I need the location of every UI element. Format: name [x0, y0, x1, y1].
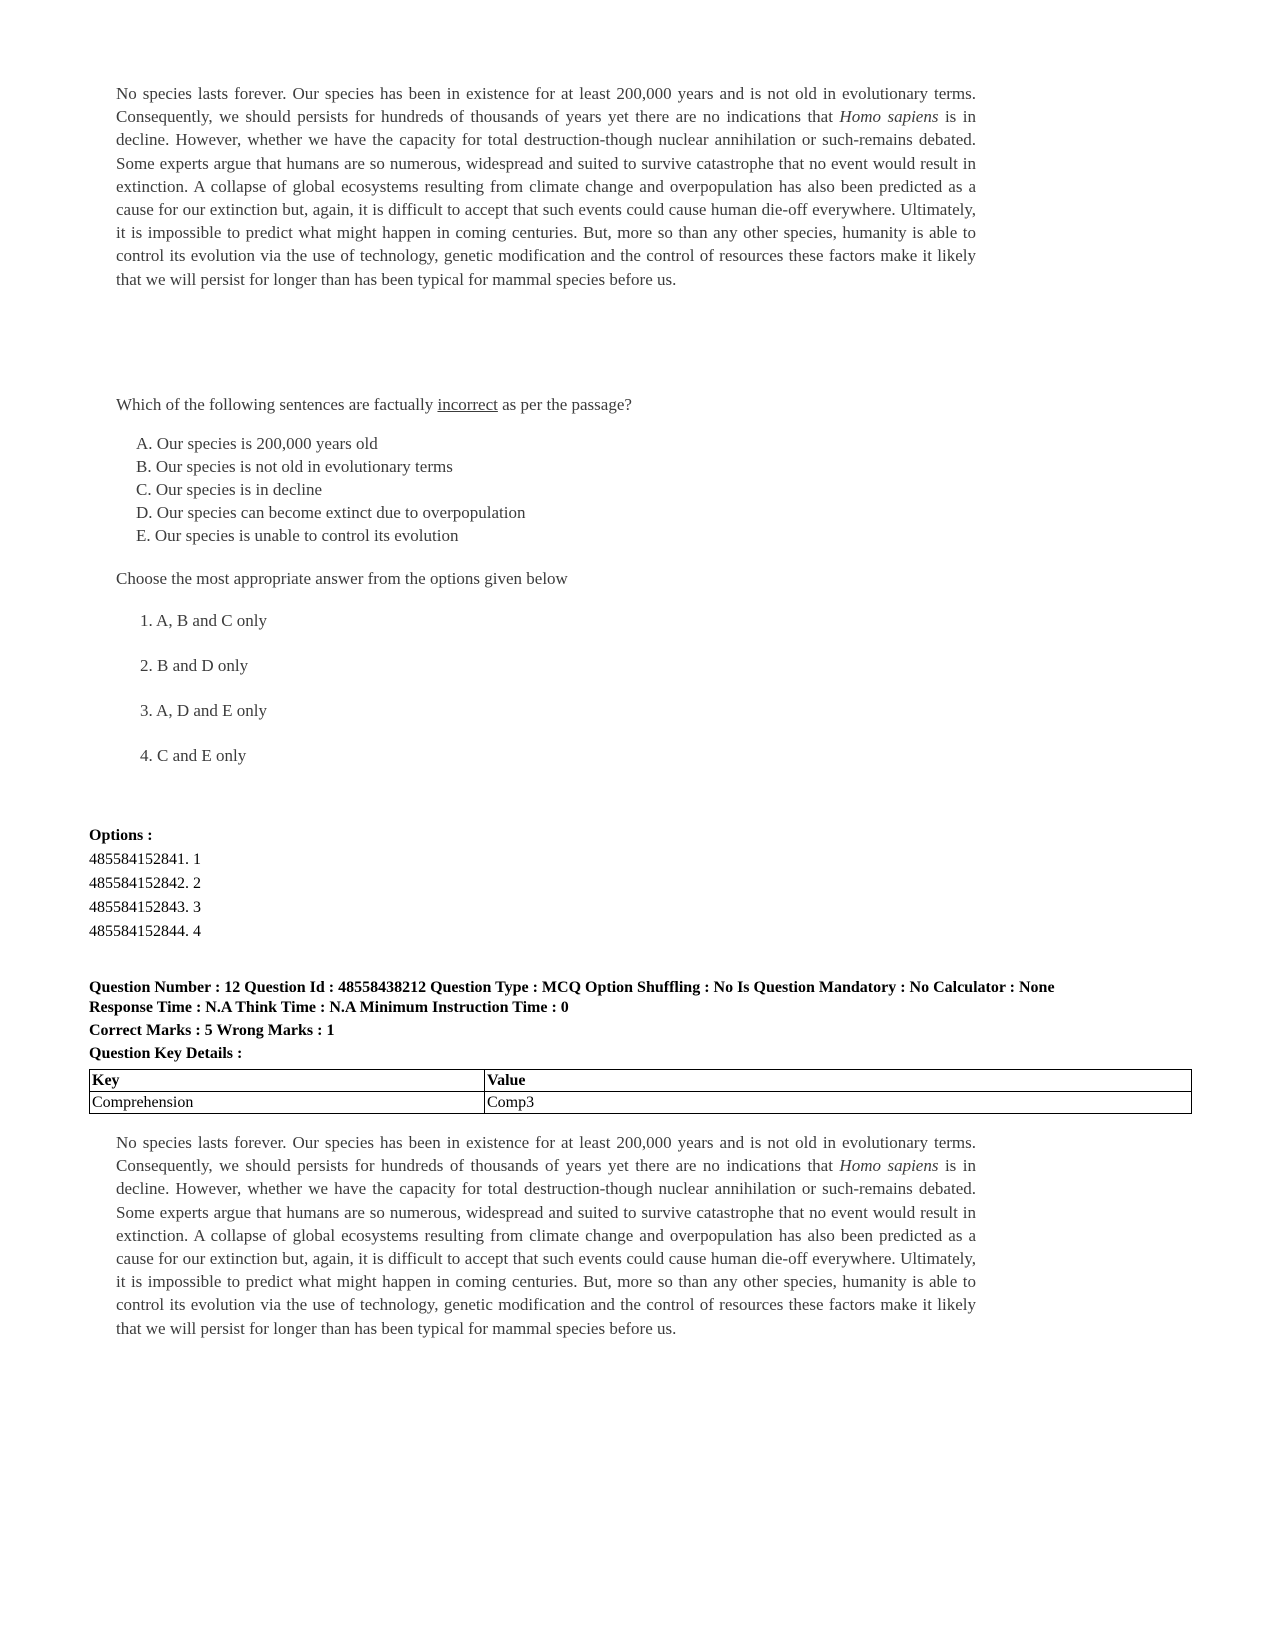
passage-image-1: [116, 82, 976, 291]
instruction-text: Choose the most appropriate answer from the options given below: [116, 569, 568, 589]
question-key-table: [89, 1069, 1192, 1114]
statement-list: [116, 432, 976, 547]
option-item: 485584152842. 2: [89, 875, 201, 892]
choice-item: 1. A, B and C only: [140, 611, 268, 631]
statement-item: B. Our species is not old in evolutionary terms: [136, 457, 453, 477]
options-section: [89, 824, 201, 944]
header-value: Value: [485, 1070, 1192, 1092]
question-image: [116, 393, 976, 778]
choice-item: 4. C and E only: [140, 746, 247, 766]
statement-item: C. Our species is in decline: [136, 480, 323, 500]
meta-line: Correct Marks : 5 Wrong Marks : 1: [89, 1022, 335, 1039]
choice-item: 3. A, D and E only: [140, 701, 268, 721]
passage-text: No species lasts forever. Our species has been in existence for at least 200,000 years and is not old in evolutionary terms. Consequently, we should persists for hundreds of thousands of years yet there are no indications that Homo sapiens is in decline. However, whether we have the capacity for total destruction-though nuclear annihilation or such-remains debated. Some experts argue that humans are so numerous, widespread and suited to survive catastrophe that no event would result in extinction. A collapse of global ecosystems resulting from climate change and overpopulation has also been predicted as a cause for our extinction but, again, it is difficult to accept that such events could cause human die-off everywhere. Ultimately, it is impossible to predict what might happen in coming centuries. But, more so than any other species, humanity is able to control its evolution via the use of technology, genetic modification and the control of resources these factors make it likely that we will persist for longer than has been typical for mammal species before us.: [116, 1133, 976, 1338]
choice-list: [116, 598, 976, 778]
meta-line: Response Time : N.A Think Time : N.A Minimum Instruction Time : 0: [89, 999, 569, 1016]
passage-image-2: [116, 1131, 976, 1340]
header-key: Key: [90, 1070, 485, 1092]
question-meta: [89, 978, 1199, 1067]
options-heading: Options :: [89, 827, 153, 844]
statement-item: A. Our species is 200,000 years old: [136, 434, 378, 454]
row-key: Comprehension: [90, 1092, 485, 1114]
passage-text: No species lasts forever. Our species has been in existence for at least 200,000 years and is not old in evolutionary terms. Consequently, we should persists for hundreds of thousands of years yet there are no indications that Homo sapiens is in decline. However, whether we have the capacity for total destruction-though nuclear annihilation or such-remains debated. Some experts argue that humans are so numerous, widespread and suited to survive catastrophe that no event would result in extinction. A collapse of global ecosystems resulting from climate change and overpopulation has also been predicted as a cause for our extinction but, again, it is difficult to accept that such events could cause human die-off everywhere. Ultimately, it is impossible to predict what might happen in coming centuries. But, more so than any other species, humanity is able to control its evolution via the use of technology, genetic modification and the control of resources these factors make it likely that we will persist for longer than has been typical for mammal species before us.: [116, 84, 976, 289]
option-item: 485584152843. 3: [89, 899, 201, 916]
table-row: [90, 1092, 1192, 1114]
table-header-row: [90, 1070, 1192, 1092]
option-item: 485584152844. 4: [89, 923, 201, 940]
statement-item: D. Our species can become extinct due to overpopulation: [136, 503, 526, 523]
meta-line: Question Key Details :: [89, 1045, 243, 1062]
statement-item: E. Our species is unable to control its evolution: [136, 526, 459, 546]
option-item: 485584152841. 1: [89, 851, 201, 868]
question-stem: Which of the following sentences are factually incorrect as per the passage?: [116, 395, 632, 414]
choice-item: 2. B and D only: [140, 656, 249, 676]
meta-line: Question Number : 12 Question Id : 48558438212 Question Type : MCQ Option Shuffling : No Is Question Mandatory : No Calculator : None: [89, 979, 1055, 996]
row-value: Comp3: [485, 1092, 1192, 1114]
